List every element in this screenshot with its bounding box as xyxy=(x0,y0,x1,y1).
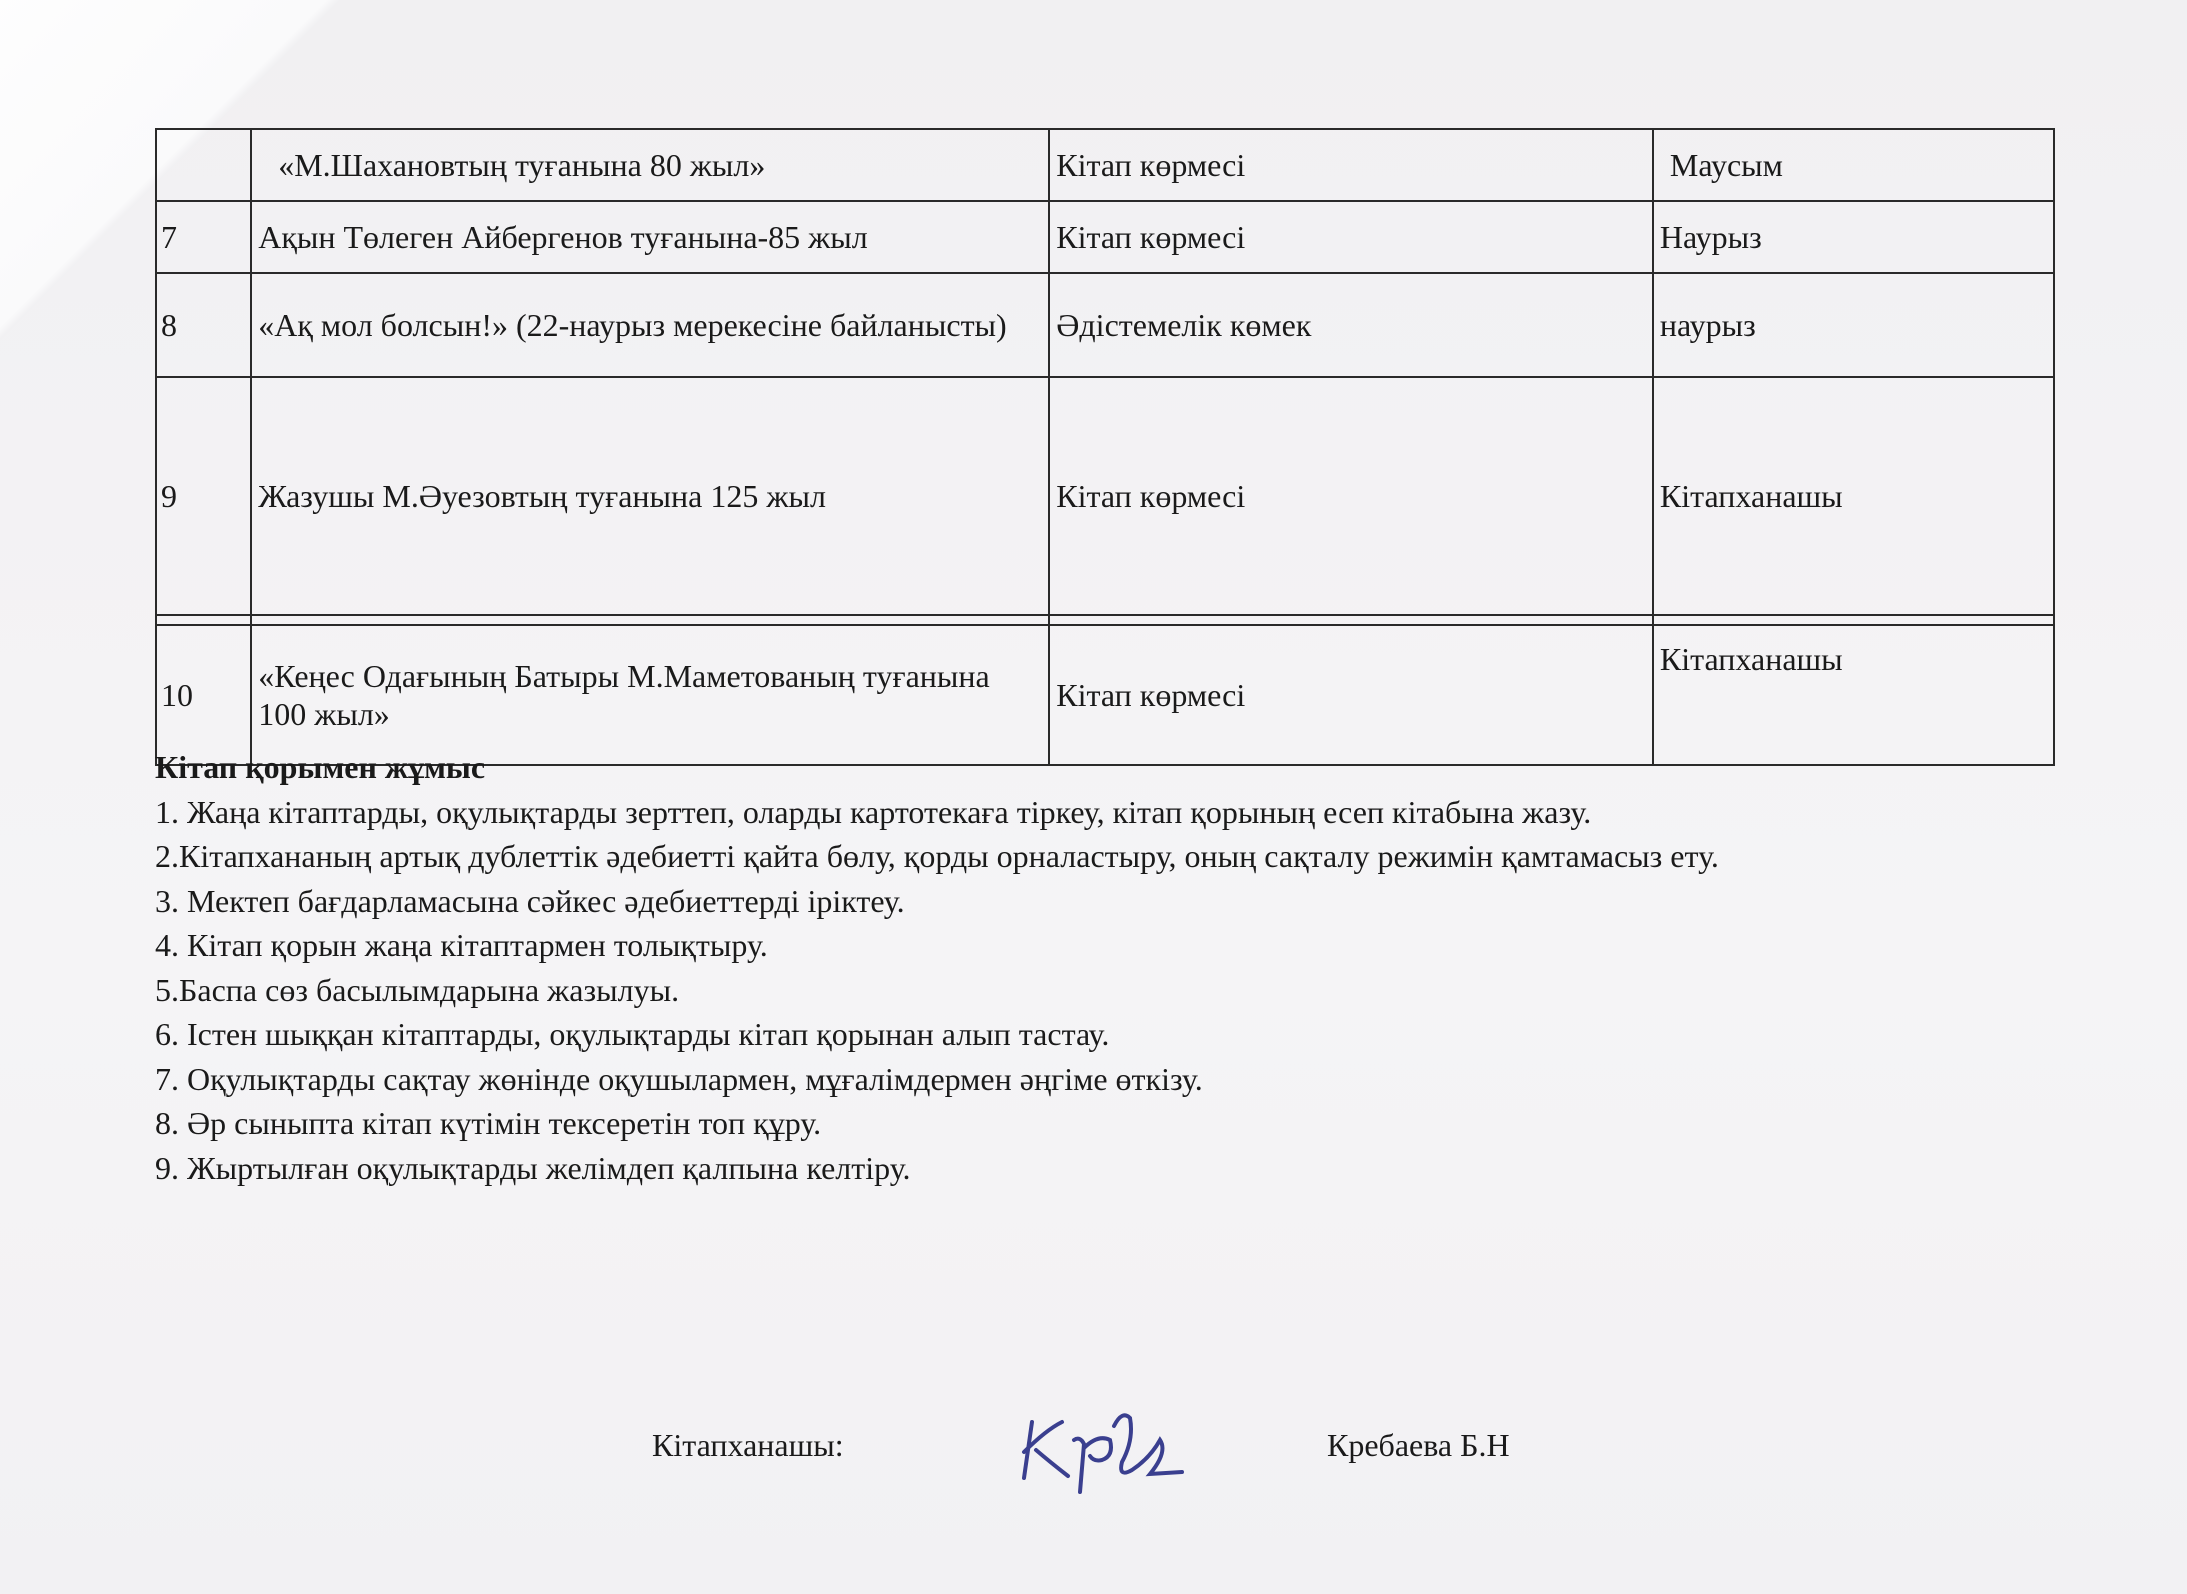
row-number: 9 xyxy=(156,377,251,615)
events-table-container xyxy=(155,128,2055,766)
event-form: Кітап көрмесі xyxy=(1049,129,1653,201)
table-row xyxy=(156,201,2054,273)
event-form: Кітап көрмесі xyxy=(1049,201,1653,273)
row-number xyxy=(156,129,251,201)
event-form: Кітап көрмесі xyxy=(1049,625,1653,765)
list-item: 1. Жаңа кітаптарды, оқулықтарды зерттеп, оларды картотекаға тіркеу, кітап қорының есеп кітабына жазу. xyxy=(155,793,1592,830)
handwritten-signature xyxy=(1010,1400,1190,1500)
event-title: Ақын Төлеген Айбергенов туғанына-85 жыл xyxy=(251,201,1049,273)
event-time: Наурыз xyxy=(1653,201,2054,273)
fund-work-section xyxy=(155,745,2055,1190)
table-row xyxy=(156,377,2054,615)
list-item: 6. Істен шыққан кітаптарды, оқулықтарды кітап қорынан алып тастау. xyxy=(155,1016,1110,1052)
event-time: Маусым xyxy=(1653,129,2054,201)
row-number: 7 xyxy=(156,201,251,273)
events-table xyxy=(155,128,2055,766)
list-item: 7. Оқулықтарды сақтау жөнінде оқушылармен, мұғалімдермен әңгіме өткізу. xyxy=(155,1060,1203,1097)
signature-name: Кребаева Б.Н xyxy=(1327,1427,1510,1463)
table-row xyxy=(156,625,2054,765)
event-time: Кітапханашы xyxy=(1653,625,2054,765)
table-divider xyxy=(156,615,2054,625)
row-number: 10 xyxy=(156,625,251,765)
event-time: наурыз xyxy=(1653,273,2054,377)
event-form: Әдістемелік көмек xyxy=(1049,273,1653,377)
section-title: Кітап қорымен жұмыс xyxy=(155,749,486,785)
event-title: «М.Шахановтың туғанына 80 жыл» xyxy=(251,129,1049,201)
signature-role: Кітапханашы: xyxy=(652,1427,844,1463)
event-title: «Кеңес Одағының Батыры М.Маметованың туғанына 100 жыл» xyxy=(251,625,1049,765)
event-title: Жазушы М.Әуезовтың туғанына 125 жыл xyxy=(251,377,1049,615)
list-item: 9. Жыртылған оқулықтарды желімдеп қалпына келтіру. xyxy=(155,1149,911,1186)
event-form: Кітап көрмесі xyxy=(1049,377,1653,615)
list-item: 2.Кітапхананың артық дублеттік әдебиетті қайта бөлу, қорды орналастыру, оның сақталу режимін қамтамасыз ету. xyxy=(155,838,1719,874)
list-item: 8. Әр сыныпта кітап күтімін тексеретін топ құру. xyxy=(155,1105,822,1141)
list-item: 4. Кітап қорын жаңа кітаптармен толықтыру. xyxy=(155,927,768,963)
event-time: Кітапханашы xyxy=(1653,377,2054,615)
table-row xyxy=(156,129,2054,201)
table-row xyxy=(156,273,2054,377)
row-number: 8 xyxy=(156,273,251,377)
list-item: 5.Баспа сөз басылымдарына жазылуы. xyxy=(155,971,680,1008)
task-list xyxy=(155,790,2055,1191)
list-item: 3. Мектеп бағдарламасына сәйкес әдебиеттерді іріктеу. xyxy=(155,882,905,919)
event-title: «Ақ мол болсын!» (22-наурыз мерекесіне байланысты) xyxy=(251,273,1049,377)
